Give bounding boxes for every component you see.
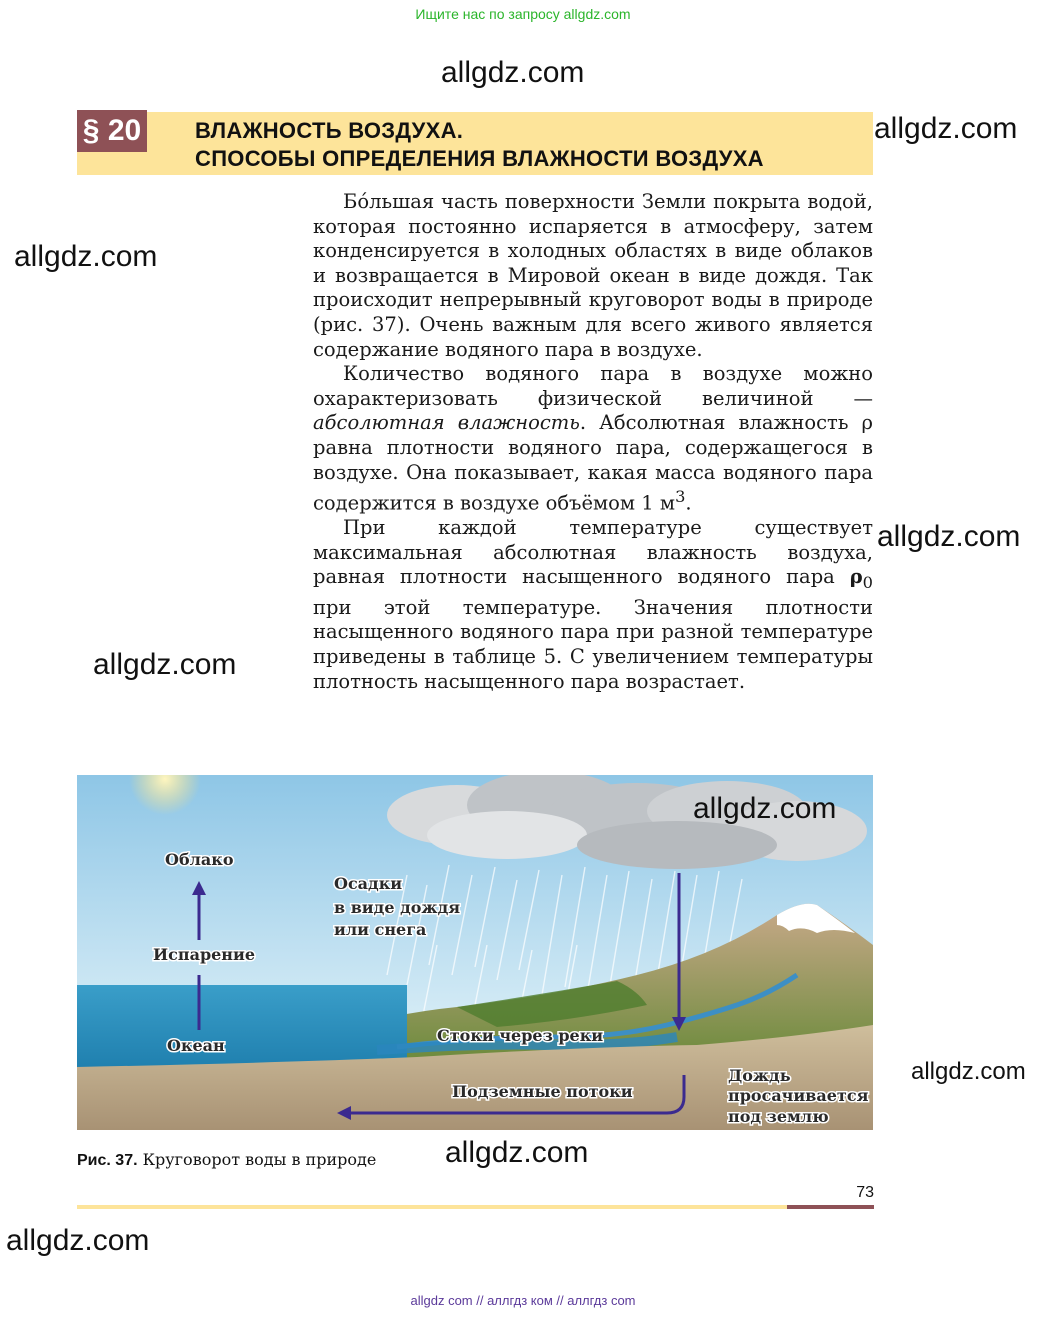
term-absolute-humidity: абсолютная влажность: [313, 411, 580, 435]
figure-caption: Рис. 37. Круговорот воды в природе: [77, 1150, 377, 1169]
watermark: allgdz.com: [445, 1136, 589, 1169]
body-text: [313, 190, 873, 694]
footer-rule-red: [787, 1205, 874, 1209]
label-underground: Подземные потоки: [452, 1082, 633, 1101]
footer-rule-yellow: [77, 1205, 787, 1209]
watermark: allgdz.com: [93, 648, 237, 681]
label-cloud: Облако: [165, 850, 234, 869]
watermark: allgdz.com: [877, 520, 1021, 553]
top-search-note: Ищите нас по запросу allgdz.com: [415, 6, 631, 22]
watermark: allgdz.com: [441, 56, 585, 89]
watermark: allgdz.com: [14, 240, 158, 273]
label-rivers: Стоки через реки: [437, 1026, 604, 1045]
label-precipitation-1: Осадки: [334, 874, 403, 893]
paragraph-2: Количество водяного пара в воздухе можно охарактеризовать физической величиной — абсолютная влажность. Абсолютная влажность ρ равна плотности водяного пара, содержащегося в воздухе. Она показывает, какая масса водяного пара содержится в воздухе объёмом 1 $м^3$.: [313, 362, 873, 515]
label-ocean: Океан: [167, 1036, 225, 1055]
watermark: allgdz.com: [911, 1058, 1026, 1085]
watermark: allgdz.com: [693, 792, 837, 825]
paragraph-3: При каждой температуре существует максимальная абсолютная влажность воздуха, равная плотности насыщенного водяного пара $\rho_0$ при этой температуре. Значения плотности насыщенного водяного пара при разной температуре приведены в таблице 5. С увеличением температуры плотность насыщенного пара возрастает.: [313, 516, 873, 693]
label-rain-1: Дождь: [728, 1066, 791, 1085]
footer-links[interactable]: allgdz com // аллгдз ком // аллгдз com: [410, 1293, 636, 1308]
paragraph-1: Бóльшая часть поверхности Земли покрыта водой, которая постоянно испаряется в атмосферу, затем конденсируется в холодных областях в виде облаков и возвращается в Мировой океан в виде дождя. Так происходит непрерывный круговорот воды в природе (рис. 37). Очень важным для всего живого является содержание водяного пара в воздухе.: [313, 190, 873, 361]
title-line-1: ВЛАЖНОСТЬ ВОЗДУХА.: [195, 118, 464, 143]
watermark: allgdz.com: [874, 112, 1018, 145]
label-rain-3: под землю: [728, 1107, 829, 1126]
water-cycle-illustration: [77, 775, 873, 1130]
paragraph-badge: § 20: [77, 110, 147, 152]
watermark: allgdz.com: [6, 1224, 150, 1257]
label-precipitation-3: или снега: [334, 920, 427, 939]
water-cycle-figure: [77, 775, 873, 1130]
ocean: [77, 985, 407, 1070]
page-number: 73: [856, 1184, 874, 1201]
title-line-2: СПОСОБЫ ОПРЕДЕЛЕНИЯ ВЛАЖНОСТИ ВОЗДУХА: [195, 146, 764, 171]
label-evaporation: Испарение: [153, 945, 256, 964]
page-title: [195, 117, 865, 173]
label-rain-2: просачивается: [728, 1086, 869, 1105]
label-precipitation-2: в виде дождя: [334, 898, 461, 917]
